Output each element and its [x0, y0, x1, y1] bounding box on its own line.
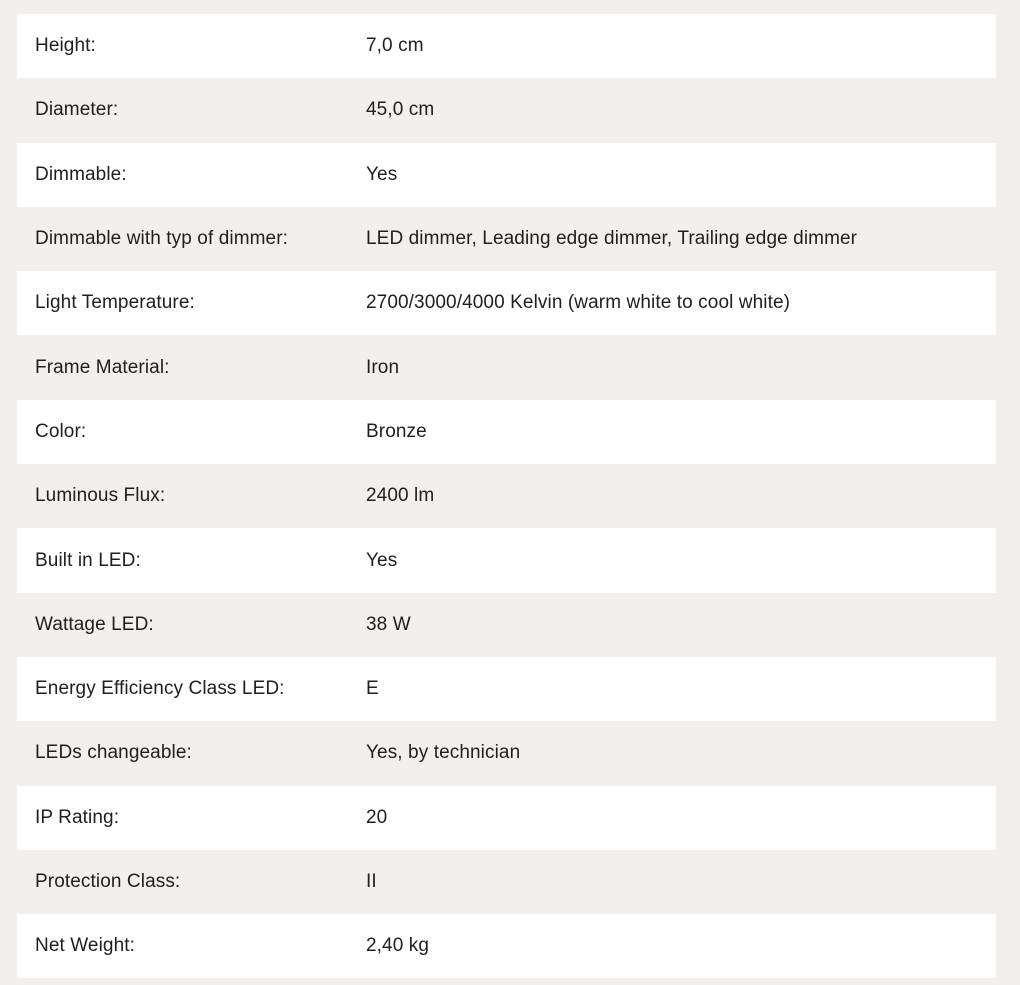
spec-row-frame-material [17, 335, 996, 399]
spec-value: 20 [366, 806, 388, 828]
spec-row-built-in-led [17, 528, 996, 592]
spec-label: Frame Material: [35, 356, 170, 378]
spec-row-leds-changeable [17, 721, 996, 785]
spec-row-luminous-flux [17, 464, 996, 528]
spec-label: Net Weight: [35, 935, 136, 957]
spec-label: Diameter: [35, 99, 119, 121]
spec-label: Protection Class: [35, 871, 181, 892]
spec-label: Dimmable: [35, 163, 127, 185]
spec-label: Height: [35, 35, 96, 57]
spec-row-dimmable [17, 143, 996, 207]
spec-value: 2400 lm [366, 485, 435, 507]
spec-label: Wattage LED: [35, 613, 154, 635]
spec-value: LED dimmer, Leading edge dimmer, Trailing edge dimmer [366, 228, 858, 250]
spec-row-energy-class [17, 657, 996, 721]
spec-row-diameter [17, 78, 996, 142]
spec-value: Yes [366, 163, 398, 185]
spec-row-ip-rating [17, 786, 996, 850]
spec-label: Light Temperature: [35, 292, 195, 314]
spec-value: II [366, 871, 377, 892]
spec-value: 7,0 cm [366, 35, 424, 57]
spec-label: LEDs changeable: [35, 742, 192, 764]
spec-label: Energy Efficiency Class LED: [35, 678, 285, 700]
spec-row-light-temperature [17, 271, 996, 335]
spec-row-net-weight [17, 914, 996, 978]
spec-value: 2,40 kg [366, 935, 430, 957]
spec-label: Color: [35, 420, 87, 442]
spec-value: 45,0 cm [366, 99, 435, 121]
spec-value: Yes, by technician [366, 742, 521, 764]
spec-value: 2700/3000/4000 Kelvin (warm white to cool white) [366, 292, 791, 314]
spec-row-color [17, 400, 996, 464]
spec-row-protection-class [17, 850, 996, 914]
spec-value: E [366, 678, 379, 700]
spec-row-dimmer-type [17, 207, 996, 271]
spec-label: Built in LED: [35, 549, 141, 571]
spec-label: Dimmable with typ of dimmer: [35, 228, 289, 250]
spec-value: 38 W [366, 613, 411, 635]
spec-value: Yes [366, 549, 398, 571]
spec-label: IP Rating: [35, 806, 120, 828]
spec-row-wattage-led [17, 593, 996, 657]
spec-label: Luminous Flux: [35, 485, 166, 507]
spec-value: Bronze [366, 420, 427, 442]
spec-table [17, 14, 996, 978]
spec-value: Iron [366, 356, 400, 378]
spec-row-height [17, 14, 996, 78]
